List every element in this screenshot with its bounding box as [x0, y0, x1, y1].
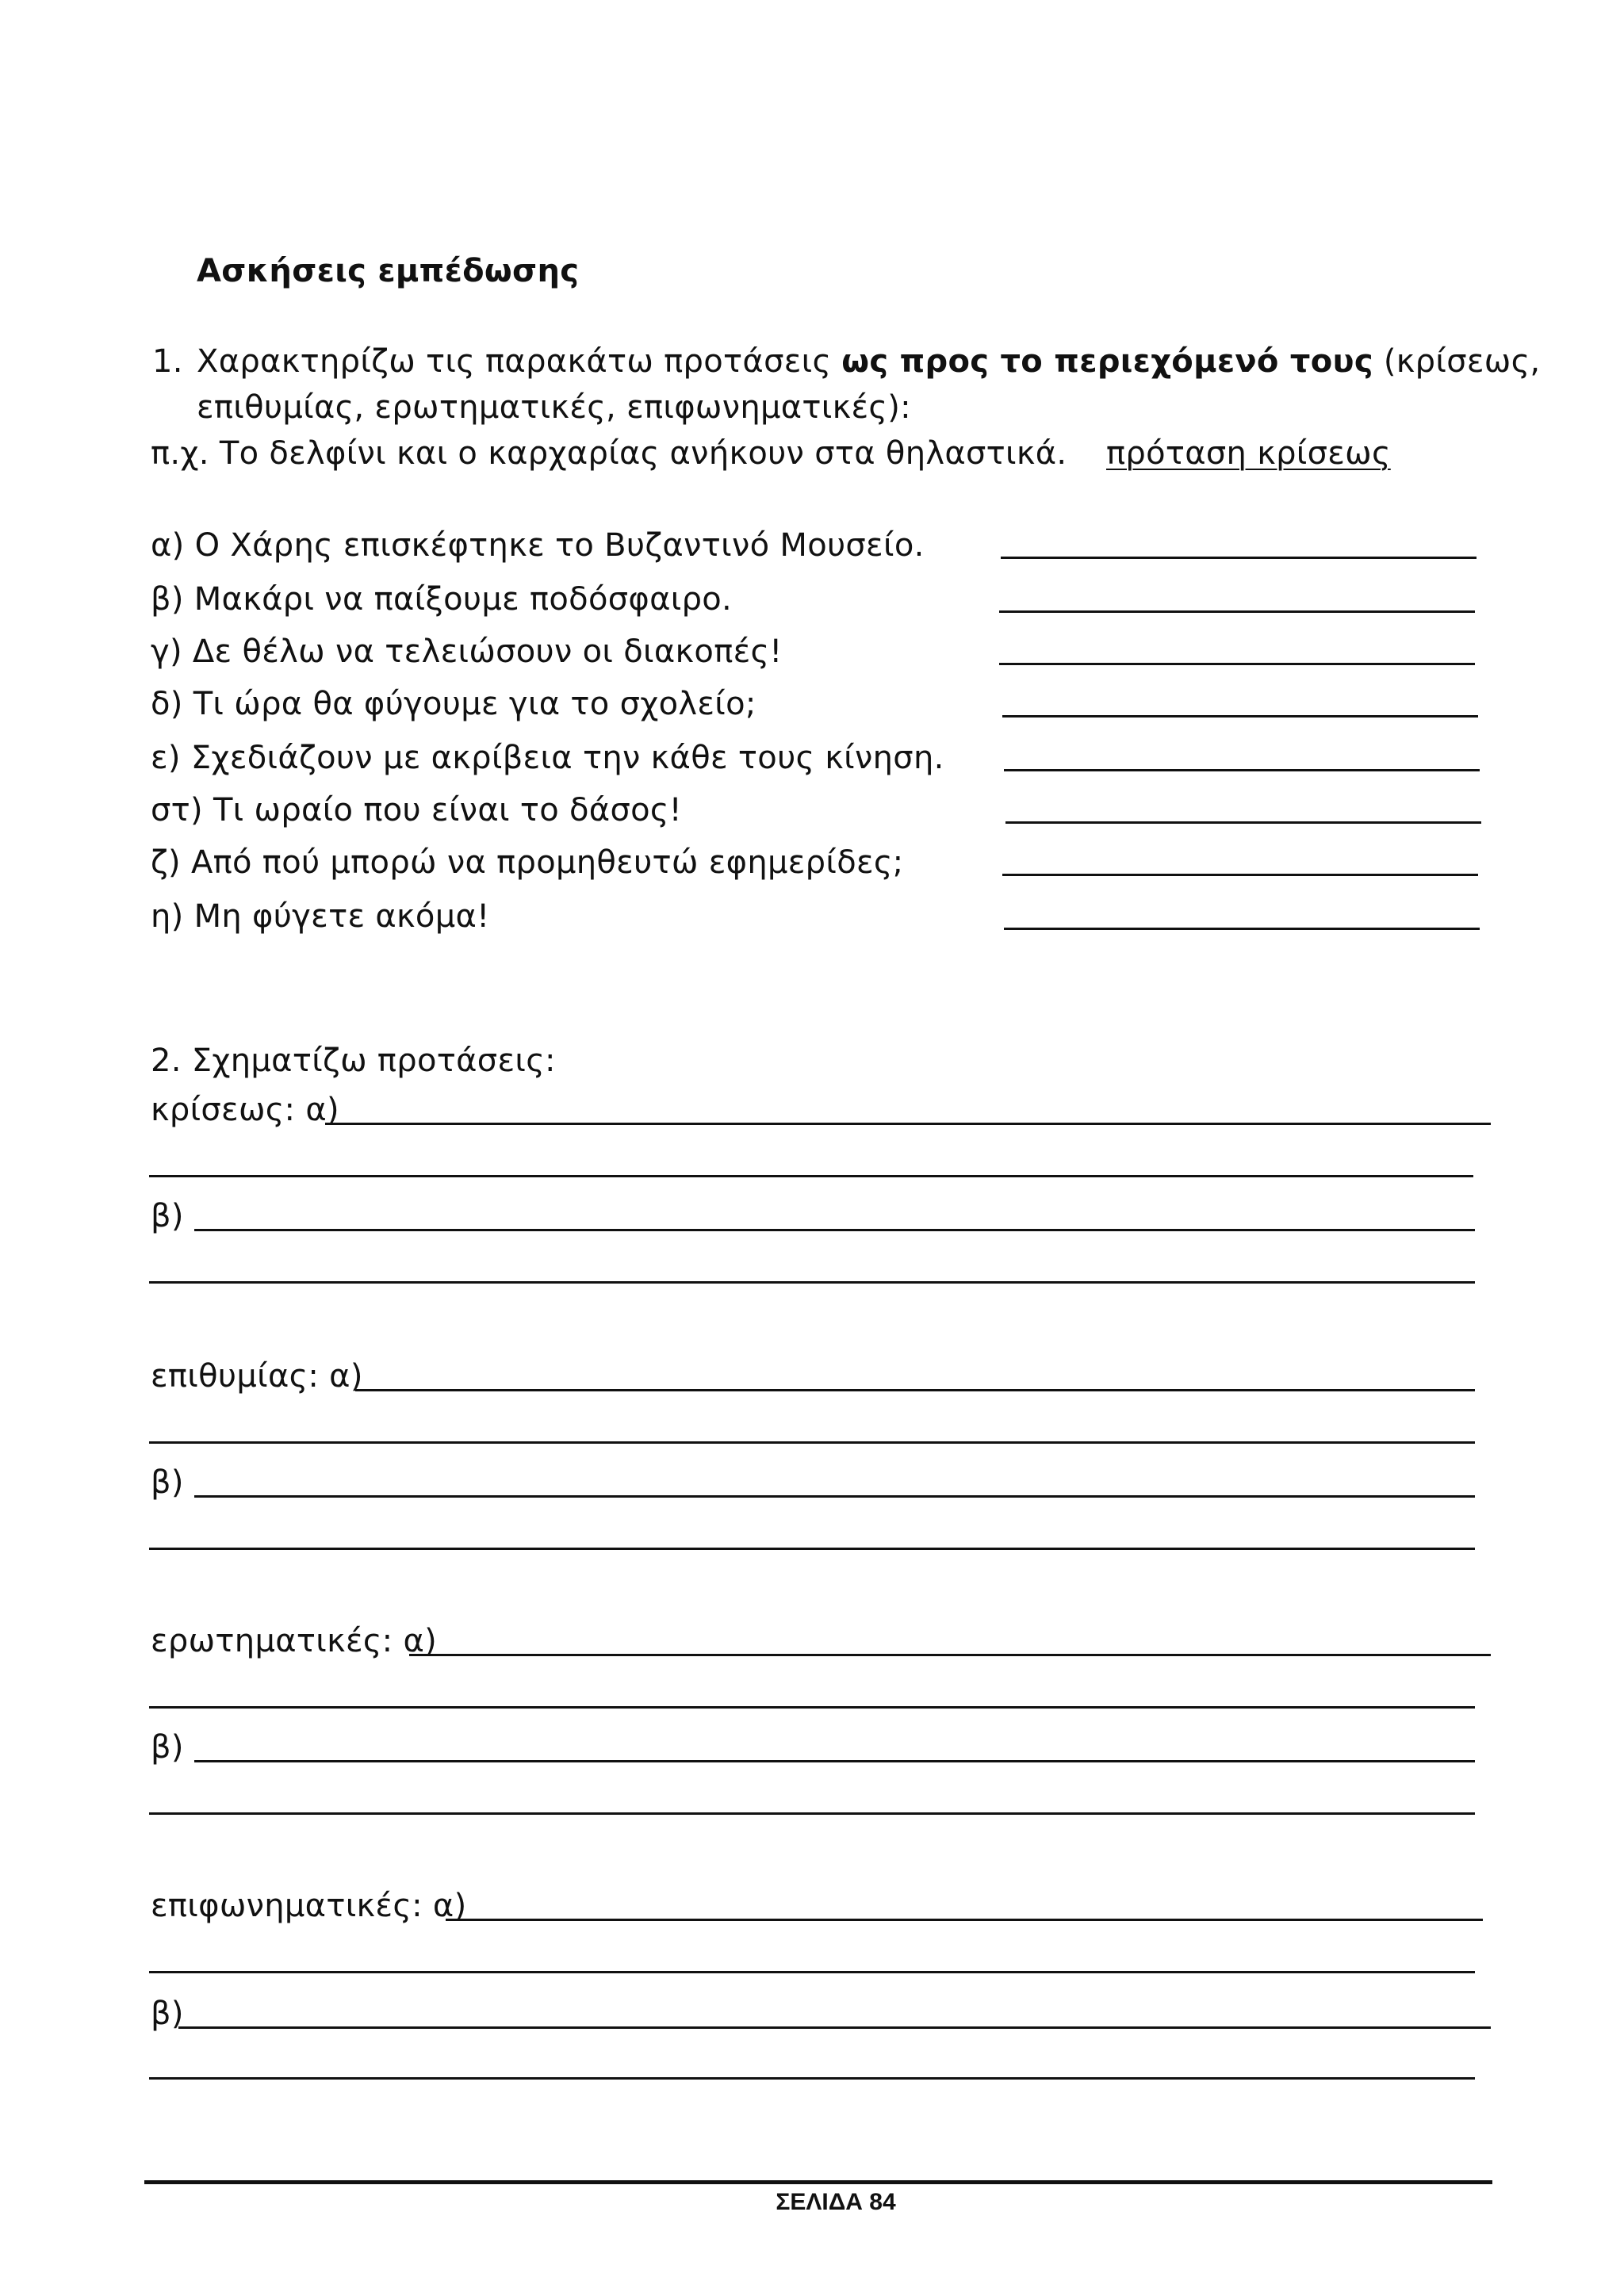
- exercise1-intro-line2: επιθυμίας, ερωτηματικές, επιφωνηματικές):: [197, 389, 911, 426]
- group-label-b: β): [151, 1996, 184, 2032]
- answer-line[interactable]: [149, 1281, 1475, 1284]
- answer-blank[interactable]: [1005, 821, 1481, 824]
- answer-blank[interactable]: [1004, 928, 1480, 930]
- group-label-b: β): [151, 1464, 184, 1501]
- answer-line[interactable]: [409, 1654, 1491, 1656]
- exercise1-intro: [197, 342, 1540, 381]
- group-label-a: κρίσεως: α): [151, 1092, 339, 1128]
- exercise1-item: η) Μη φύγετε ακόμα!: [151, 898, 490, 935]
- answer-line[interactable]: [149, 1548, 1475, 1550]
- answer-line[interactable]: [194, 1229, 1475, 1231]
- answer-line[interactable]: [194, 1495, 1475, 1498]
- answer-blank[interactable]: [1002, 715, 1478, 718]
- exercise1-item: ε) Σχεδιάζουν με ακρίβεια την κάθε τους κίνηση.: [151, 740, 944, 776]
- page-number: ΣΕΛΙΔΑ 84: [776, 2189, 896, 2215]
- exercise1-item: δ) Τι ώρα θα φύγουμε για το σχολείο;: [151, 686, 756, 722]
- exercise1-number: 1.: [152, 343, 183, 380]
- answer-line[interactable]: [149, 1971, 1475, 1973]
- answer-line[interactable]: [446, 1919, 1483, 1921]
- exercise1-item: α) Ο Χάρης επισκέφτηκε το Βυζαντινό Μουσείο.: [151, 527, 925, 564]
- exercise1-item: γ) Δε θέλω να τελειώσουν οι διακοπές!: [151, 633, 783, 670]
- answer-blank[interactable]: [1001, 557, 1477, 559]
- answer-line[interactable]: [149, 2077, 1475, 2080]
- answer-blank[interactable]: [1002, 874, 1478, 876]
- exercise1-item: ζ) Από πού μπορώ να προμηθευτώ εφημερίδες;: [151, 844, 904, 881]
- group-label-b: β): [151, 1198, 184, 1234]
- answer-blank[interactable]: [999, 610, 1475, 613]
- answer-line[interactable]: [149, 1175, 1473, 1177]
- group-label-a: ερωτηματικές: α): [151, 1623, 438, 1659]
- answer-line[interactable]: [194, 1760, 1475, 1762]
- answer-line[interactable]: [149, 1706, 1475, 1709]
- exercise1-intro-bold: ως προς το περιεχόμενό τους: [841, 343, 1373, 380]
- group-label-b: β): [151, 1729, 184, 1766]
- answer-blank[interactable]: [999, 663, 1475, 665]
- exercise1-item: β) Μακάρι να παίξουμε ποδόσφαιρο.: [151, 581, 733, 618]
- exercise1-intro-end: (κρίσεως,: [1373, 343, 1541, 380]
- group-label-a: επιθυμίας: α): [151, 1358, 363, 1395]
- answer-line[interactable]: [325, 1123, 1491, 1125]
- exercise1-item: στ) Τι ωραίο που είναι το δάσος!: [151, 792, 682, 828]
- example-sentence: π.χ. Το δελφίνι και ο καρχαρίας ανήκουν στα θηλαστικά.: [151, 435, 1067, 472]
- example-answer: πρόταση κρίσεως: [1106, 435, 1391, 472]
- answer-line[interactable]: [149, 1441, 1475, 1444]
- footer-divider: [144, 2180, 1492, 2184]
- answer-line[interactable]: [355, 1389, 1475, 1391]
- answer-line[interactable]: [178, 2026, 1491, 2029]
- exercise1-intro-start: Χαρακτηρίζω τις παρακάτω προτάσεις: [197, 343, 842, 380]
- exercise2-title: 2. Σχηματίζω προτάσεις:: [151, 1043, 556, 1079]
- page-heading: Ασκήσεις εμπέδωσης: [197, 253, 580, 289]
- answer-line[interactable]: [149, 1812, 1475, 1815]
- answer-blank[interactable]: [1004, 769, 1480, 771]
- group-label-a: επιφωνηματικές: α): [151, 1888, 467, 1924]
